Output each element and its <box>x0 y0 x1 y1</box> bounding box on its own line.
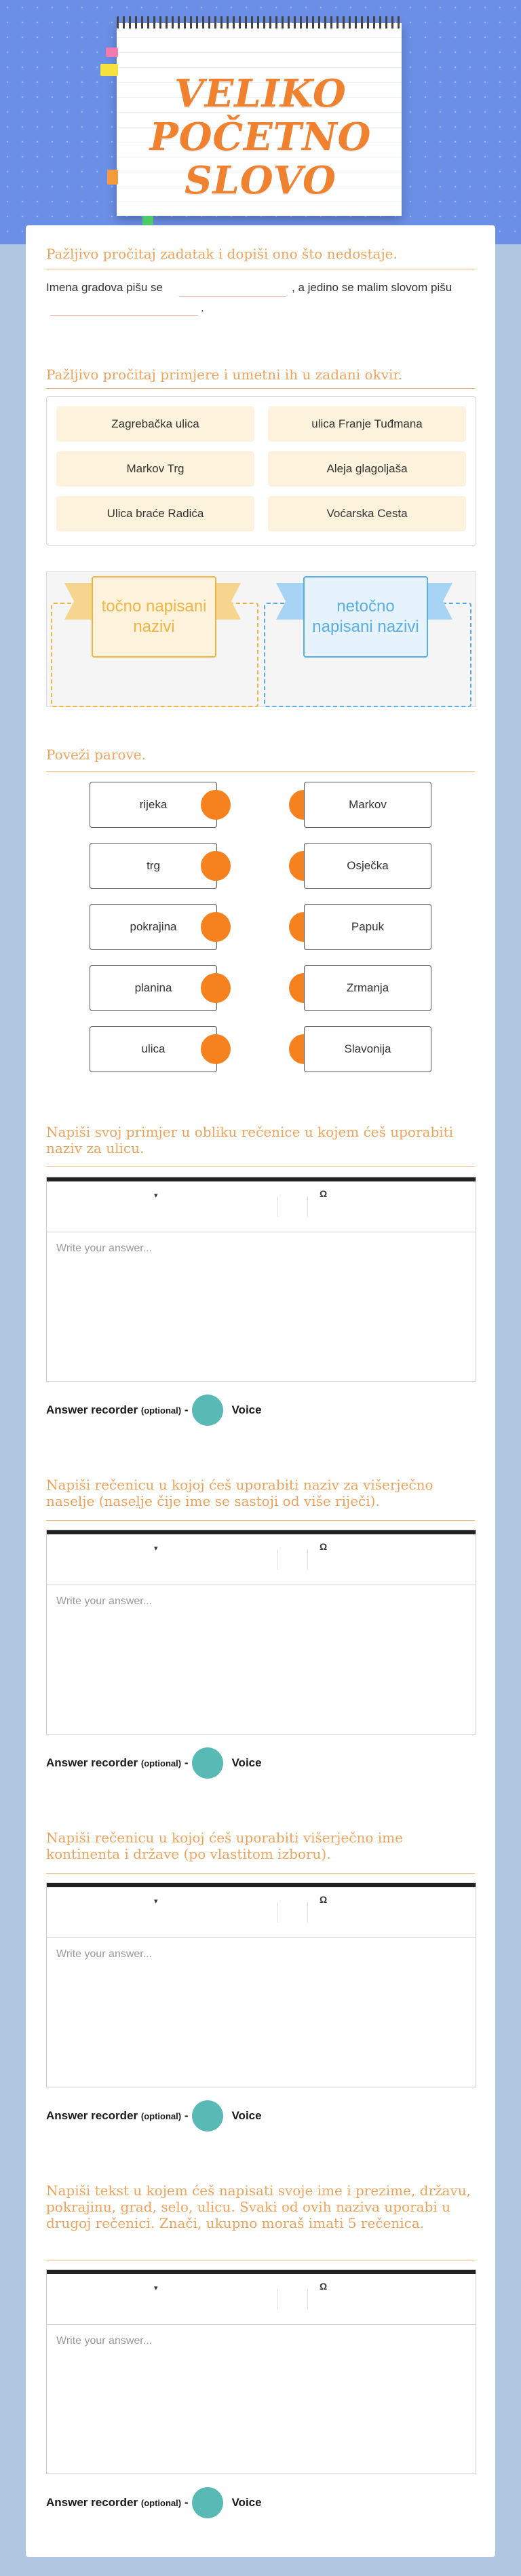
draggable-chip[interactable]: Zagrebačka ulica <box>56 406 254 442</box>
open-question-1-title: Napiši svoj primjer u obliku rečenice u kojem ćeš uporabiti naziv za ulicu. <box>46 1124 454 1156</box>
answer-editor-4 <box>46 2269 476 2474</box>
recorder-label: Answer recorder (optional) - <box>46 1403 189 1416</box>
q3-title: Poveži parove. <box>46 746 146 763</box>
open-question-2-divider <box>46 1520 475 1521</box>
toolbar-separator <box>277 1549 278 1570</box>
q1-text-before: Imena gradova pišu se <box>46 281 163 294</box>
ribbon-tail-left <box>64 583 92 620</box>
voice-label: Voice <box>231 2109 262 2122</box>
answer-recorder <box>46 2488 262 2518</box>
special-character-icon[interactable]: Ω <box>320 2281 328 2292</box>
q1-text-end: . <box>201 301 204 314</box>
category-label-correct: točno napisani nazivi <box>92 576 216 658</box>
recorder-label: Answer recorder (optional) - <box>46 2496 189 2509</box>
editor-toolbar <box>47 1534 476 1585</box>
notepad-rings <box>117 16 402 29</box>
voice-record-button[interactable] <box>192 2487 223 2518</box>
match-connector-dot[interactable] <box>201 790 231 820</box>
editor-toolbar <box>47 1181 476 1232</box>
category-label-incorrect: netočno napisani nazivi <box>303 576 428 658</box>
recorder-label: Answer recorder (optional) - <box>46 1756 189 1769</box>
open-question-3-title: Napiši rečenicu u kojoj ćeš uporabiti višerječno ime kontinenta i države (po vlastitom izboru). <box>46 1830 403 1862</box>
toolbar-separator <box>277 1196 278 1217</box>
match-right-item[interactable]: Osječka <box>304 843 431 889</box>
toolbar-separator <box>307 1902 308 1922</box>
match-right-item[interactable]: Papuk <box>304 904 431 950</box>
answer-placeholder: Write your answer... <box>56 1243 153 1254</box>
format-dropdown-caret-icon[interactable]: ▾ <box>154 1897 158 1906</box>
special-character-icon[interactable]: Ω <box>320 1894 328 1905</box>
ribbon-tail-left <box>276 583 303 620</box>
match-connector-dot[interactable] <box>201 973 231 1003</box>
format-dropdown-caret-icon[interactable]: ▾ <box>154 1192 158 1200</box>
q1-blank-1[interactable] <box>179 296 286 297</box>
voice-label: Voice <box>231 2496 262 2509</box>
match-connector-dot[interactable] <box>201 851 231 881</box>
match-left-item[interactable]: pokrajina <box>90 904 217 950</box>
q2-title: Pažljivo pročitaj primjere i umetni ih u zadani okvir. <box>46 366 403 383</box>
special-character-icon[interactable]: Ω <box>320 1541 328 1552</box>
special-character-icon[interactable]: Ω <box>320 1188 328 1199</box>
notepad-tab-pink <box>106 48 118 57</box>
voice-record-button[interactable] <box>192 1395 223 1426</box>
examples-box <box>46 396 476 546</box>
match-connector-dot[interactable] <box>201 912 231 942</box>
answer-editor-1 <box>46 1177 476 1382</box>
recorder-label: Answer recorder (optional) - <box>46 2109 189 2122</box>
voice-record-button[interactable] <box>192 1747 223 1779</box>
open-question-3-divider <box>46 1873 475 1874</box>
open-question-2-title: Napiši rečenicu u kojoj ćeš uporabiti naziv za višerječno naselje (naselje čije ime se sastoji od više riječi). <box>46 1477 433 1509</box>
answer-placeholder: Write your answer... <box>56 2335 153 2347</box>
toolbar-separator <box>307 2289 308 2309</box>
draggable-chip[interactable]: Voćarska Cesta <box>268 496 466 531</box>
open-question-1-divider <box>46 1166 475 1167</box>
match-left-item[interactable]: ulica <box>90 1026 217 1072</box>
toolbar-separator <box>277 2289 278 2309</box>
match-left-item[interactable]: planina <box>90 965 217 1011</box>
editor-toolbar <box>47 1887 476 1938</box>
answer-textarea[interactable] <box>47 2324 476 2474</box>
answer-textarea[interactable] <box>47 1585 476 1734</box>
match-right-item[interactable]: Zrmanja <box>304 965 431 1011</box>
match-left-item[interactable]: rijeka <box>90 782 217 828</box>
voice-record-button[interactable] <box>192 2100 223 2132</box>
answer-placeholder: Write your answer... <box>56 1948 153 1960</box>
q2-divider <box>46 388 475 389</box>
editor-toolbar <box>47 2274 476 2325</box>
voice-label: Voice <box>231 1403 262 1416</box>
draggable-chip[interactable]: Ulica braće Radića <box>56 496 254 531</box>
format-dropdown-caret-icon[interactable]: ▾ <box>154 2284 158 2292</box>
ribbon-tail-right <box>425 583 452 620</box>
answer-placeholder: Write your answer... <box>56 1595 153 1607</box>
answer-editor-3 <box>46 1882 476 2087</box>
toolbar-separator <box>307 1549 308 1570</box>
categories-area <box>46 571 476 707</box>
q1-title: Pažljivo pročitaj zadatak i dopiši ono što nedostaje. <box>46 246 398 262</box>
match-left-item[interactable]: trg <box>90 843 217 889</box>
worksheet-title: VELIKO POČETNO SLOVO <box>149 71 372 203</box>
answer-textarea[interactable] <box>47 1232 476 1381</box>
answer-recorder <box>46 1748 262 1778</box>
answer-recorder <box>46 1395 262 1425</box>
toolbar-separator <box>277 1902 278 1922</box>
answer-recorder <box>46 2101 262 2131</box>
match-right-item[interactable]: Slavonija <box>304 1026 431 1072</box>
voice-label: Voice <box>231 1756 262 1769</box>
answer-editor-2 <box>46 1530 476 1735</box>
answer-textarea[interactable] <box>47 1937 476 2087</box>
q1-blank-2[interactable] <box>50 315 198 316</box>
ribbon-tail-right <box>214 583 241 620</box>
format-dropdown-caret-icon[interactable]: ▾ <box>154 1545 158 1553</box>
open-question-4-title: Napiši tekst u kojem ćeš napisati svoje ime i prezime, državu, pokrajinu, grad, selo, ulicu. Svaki od ovih naziva uporabi u drugoj rečenici. Znači, ukupno moraš imati 5 rečenica. <box>46 2182 471 2231</box>
draggable-chip[interactable]: Markov Trg <box>56 451 254 487</box>
notepad-tab-green <box>142 216 153 225</box>
draggable-chip[interactable]: ulica Franje Tuđmana <box>268 406 466 442</box>
match-connector-dot[interactable] <box>201 1034 231 1064</box>
draggable-chip[interactable]: Aleja glagoljaša <box>268 451 466 487</box>
q1-text-middle: , a jedino se malim slovom pišu <box>292 281 452 294</box>
toolbar-separator <box>307 1196 308 1217</box>
q3-divider <box>46 771 475 772</box>
match-right-item[interactable]: Markov <box>304 782 431 828</box>
